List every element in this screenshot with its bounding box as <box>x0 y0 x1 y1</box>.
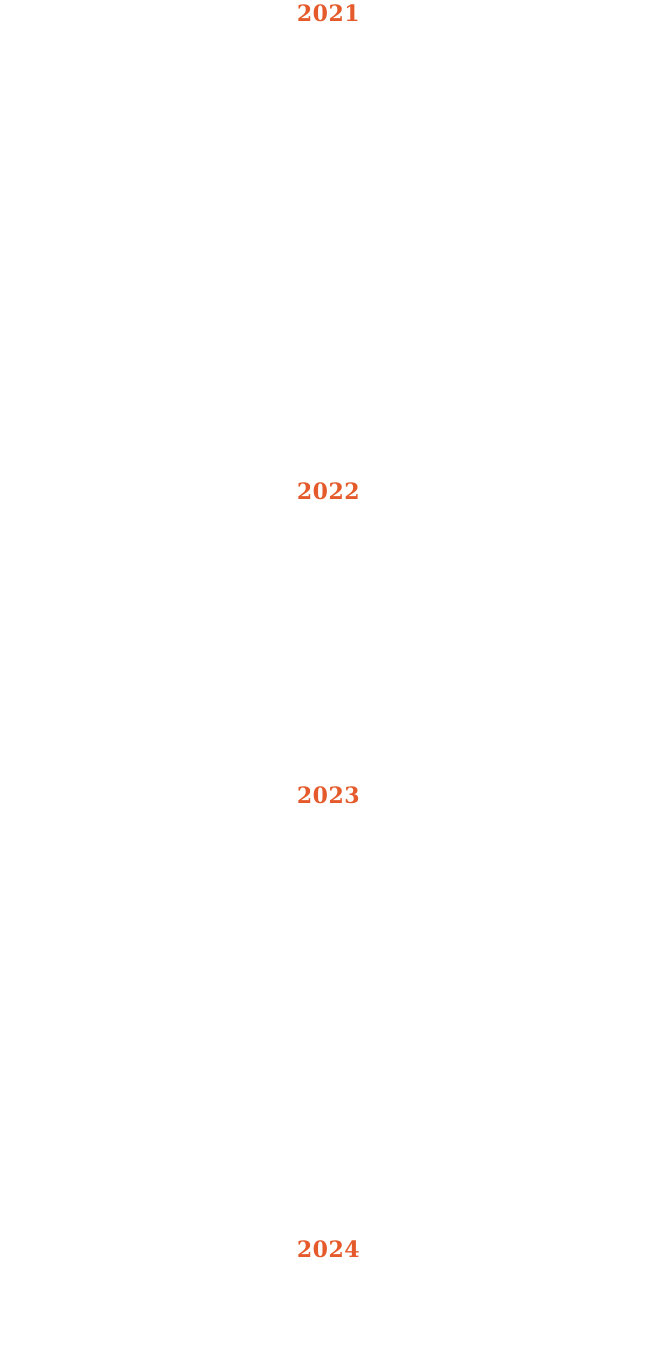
year-heading-2023: 2023 <box>296 783 361 809</box>
year-heading-2024: 2024 <box>296 1237 361 1263</box>
year-heading-2021: 2021 <box>296 1 361 27</box>
year-heading-2022: 2022 <box>296 479 361 505</box>
